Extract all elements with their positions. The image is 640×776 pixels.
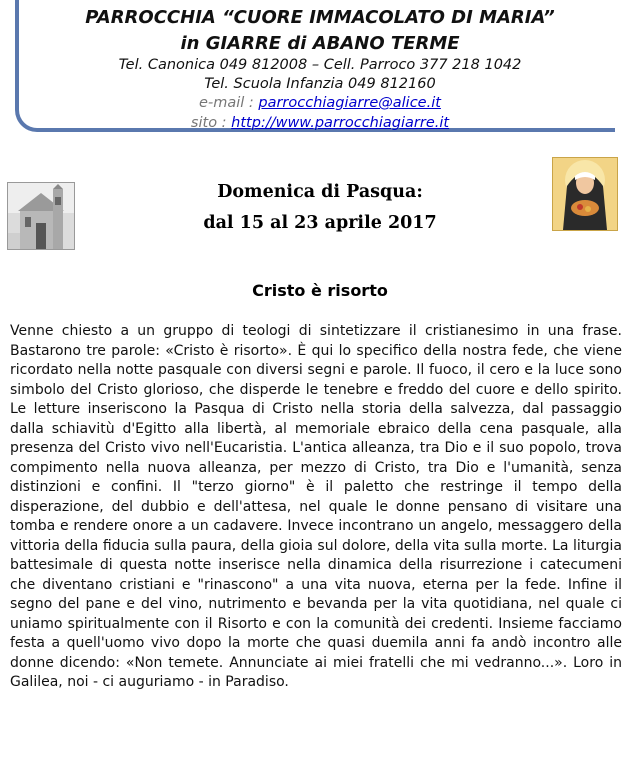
email-link[interactable]: parrocchiagiarre@alice.it <box>258 95 441 111</box>
website-label: sito : <box>190 115 232 131</box>
parish-location: in GIARRE di ABANO TERME <box>180 33 460 54</box>
email-line <box>0 95 640 111</box>
phone-line: Tel. Canonica 049 812008 – Cell. Parroco 377 218 1042 <box>118 57 522 73</box>
parish-name: PARROCCHIA “CUORE IMMACOLATO DI MARIA” <box>85 7 555 28</box>
article-body: Venne chiesto a un gruppo di teologi di sintetizzare il cristianesimo in una frase. Bastarono tre parole: «Cristo è risorto». È qui lo specifico della nostra fede, che viene ricordato nella notte pasquale con diversi segni e parole. Il fuoco, il cero e la luce sono simbolo del Cristo glorioso, che disperde le tenebre e freddo del cuore e dello spirito. Le letture inseriscono la Pasqua di Cristo nella storia della salvezza, dal passaggio dalla schiavitù d'Egitto alla libertà, al memoriale ebraico della cena pasquale, alla presenza del Cristo vivo nell'Eucaristia. L'antica alleanza, tra Dio e il suo popolo, trova compimento nella nuova alleanza, per mezzo di Cristo, tra Dio e l'umanità, senza distinzioni e confini. Il "terzo giorno" è il paletto che restringe il tempo della disperazione, del dubbio e dell'attesa, nel quale le donne pensano di visitare una tomba e rendere onore a un cadavere. Invece incontrano un angelo, messaggero della vittoria della fiducia sulla paura, della gioia sul dolore, della vita sulla morte. La liturgia battesimale di questa notte inserisce nella dinamica della risurrezione i catecumeni che diventano cristiani e "rinascono" a una vita nuova, eterna per la fede. Infine il segno del pane e del vino, nutrimento e bevanda per la vita quotidiana, nel quale ci uniamo spiritualmente con il Risorto e con la comunità dei credenti. Insieme facciamo festa a quell'uomo vivo dopo la morte che quasi duemila anni fa andò incontro alle donne dicendo: «Non temete. Annunciate ai miei fratelli che mi vedranno...». Loro in Galilea, noi - ci auguriamo - in Paradiso. <box>10 323 622 690</box>
page-title: Domenica di Pasqua: <box>217 182 423 202</box>
article-title: Cristo è risorto <box>252 281 388 300</box>
email-label: e-mail : <box>199 95 259 111</box>
page-date-range: dal 15 al 23 aprile 2017 <box>203 213 437 233</box>
website-line <box>0 115 640 131</box>
school-phone-line: Tel. Scuola Infanzia 049 812160 <box>204 76 436 92</box>
website-link[interactable]: http://www.parrocchiagiarre.it <box>231 115 450 131</box>
